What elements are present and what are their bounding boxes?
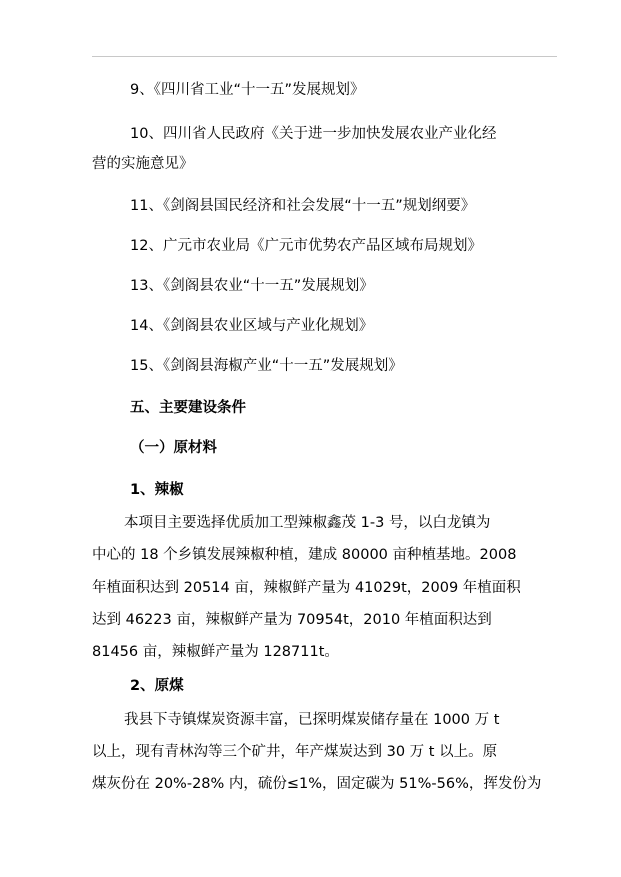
reference-item-13: 13、《剑阁县农业“十一五”发展规划》 [130, 278, 374, 294]
item2-title: 2、原煤 [130, 678, 184, 694]
item2-paragraph-line: 煤灰份在 20%-28% 内，硫份≤1%，固定碳为 51%-56%，挥发份为 [92, 776, 542, 792]
item2-paragraph-line: 我县下寺镇煤炭资源丰富，已探明煤炭储存量在 1000 万 t [124, 712, 500, 728]
reference-item-14: 14、《剑阁县农业区域与产业化规划》 [130, 318, 374, 334]
reference-item-10-continued: 营的实施意见》 [92, 156, 194, 172]
reference-item-12: 12、广元市农业局《广元市优势农产品区域布局规划》 [130, 238, 482, 254]
item1-paragraph-line: 中心的 18 个乡镇发展辣椒种植，建成 80000 亩种植基地。2008 [92, 547, 517, 563]
reference-item-10: 10、四川省人民政府《关于进一步加快发展农业产业化经 [130, 126, 497, 142]
reference-item-11: 11、《剑阁县国民经济和社会发展“十一五”规划纲要》 [130, 198, 476, 214]
item1-paragraph-line: 81456 亩，辣椒鲜产量为 128711t。 [92, 644, 339, 660]
reference-item-9: 9、《四川省工业“十一五”发展规划》 [130, 82, 365, 98]
item1-title: 1、辣椒 [130, 482, 184, 498]
header-rule [92, 56, 557, 57]
section-title: 五、主要建设条件 [130, 400, 246, 416]
item1-paragraph-line: 达到 46223 亩，辣椒鲜产量为 70954t，2010 年植面积达到 [92, 612, 492, 628]
reference-item-15: 15、《剑阁县海椒产业“十一五”发展规划》 [130, 358, 403, 374]
subsection-title: （一）原材料 [130, 440, 217, 456]
item2-paragraph-line: 以上，现有青林沟等三个矿井，年产煤炭达到 30 万 t 以上。原 [92, 744, 498, 760]
item1-paragraph-line: 本项目主要选择优质加工型辣椒鑫茂 1-3 号，以白龙镇为 [124, 515, 491, 531]
item1-paragraph-line: 年植面积达到 20514 亩，辣椒鲜产量为 41029t，2009 年植面积 [92, 580, 521, 596]
